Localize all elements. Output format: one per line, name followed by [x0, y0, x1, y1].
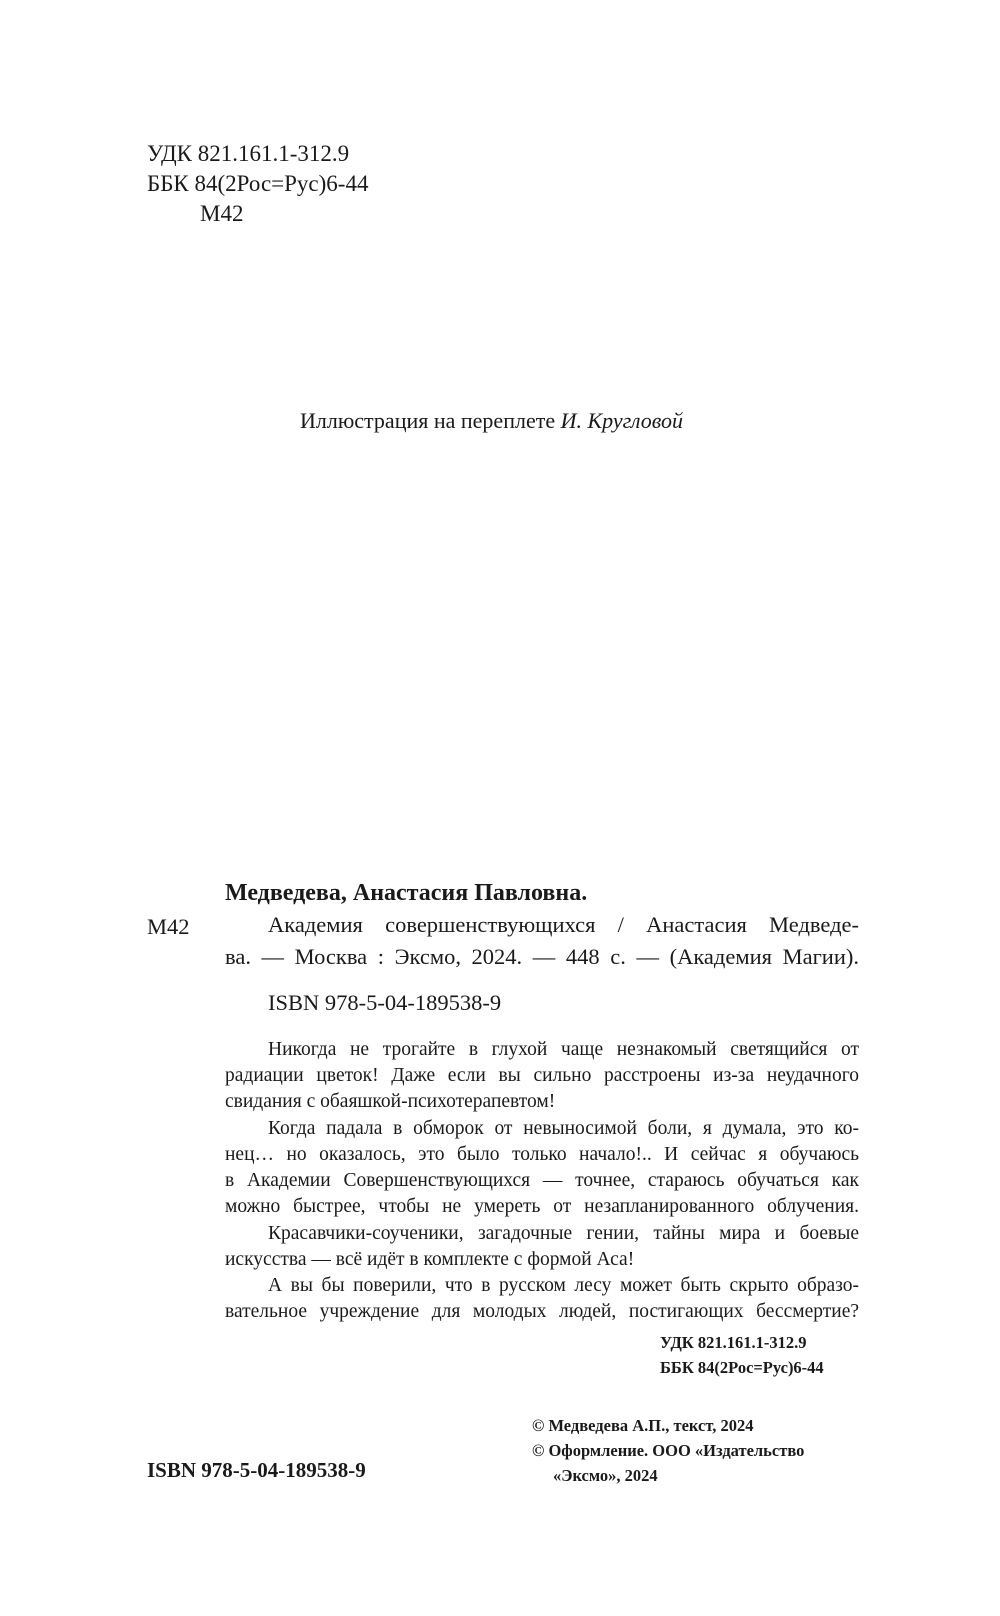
annotation-line: Красавчики-соученики, загадочные гении, тайны мира и боевые: [268, 1223, 859, 1244]
bbk-code-top: ББК 84(2Рос=Рус)6-44: [147, 171, 369, 196]
isbn-bottom: ISBN 978-5-04-189538-9: [147, 1458, 366, 1482]
annotation-line: Никогда не трогайте в глухой чаще незнакомый светящийся от: [268, 1039, 859, 1060]
annotation-line: можно быстрее, чтобы не умереть от незапланированного облучения.: [225, 1196, 859, 1217]
annotation-line: вательное учреждение для молодых людей, постигающих бессмертие?: [225, 1301, 859, 1322]
annotation-line: Когда падала в обморок от невыносимой боли, я думала, это ко-: [268, 1118, 859, 1139]
annotation-line: свидания с обаяшкой-психотерапевтом!: [225, 1091, 556, 1112]
bbk-code-bottom: ББК 84(2Рос=Рус)6-44: [660, 1358, 824, 1377]
author-mark-top: М42: [200, 201, 244, 226]
udk-code-top: УДК 821.161.1-312.9: [147, 141, 350, 166]
catalog-title-line-1: Академия совершенствующихся / Анастасия Медведе-: [268, 912, 859, 937]
annotation-line: нец… но оказалось, это было только начало!.. И сейчас я обучаюсь: [225, 1144, 859, 1165]
catalog-title-line-2: ва. — Москва : Эксмо, 2024. — 448 с. — (Академия Магии).: [225, 944, 859, 969]
catalog-author: Медведева, Анастасия Павловна.: [225, 880, 588, 906]
annotation-line: в Академии Совершенствующихся — точнее, стараюсь обучаться как: [225, 1170, 859, 1191]
udk-code-bottom: УДК 821.161.1-312.9: [660, 1333, 807, 1352]
copyright-publisher: «Эксмо», 2024: [553, 1466, 658, 1485]
annotation-line: радиации цветок! Даже если вы сильно расстроены из-за неудачного: [225, 1065, 859, 1086]
catalog-author-mark: М42: [147, 914, 190, 939]
annotation-line: искусства — всё идёт в комплекте с формой Аса!: [225, 1249, 635, 1270]
catalog-isbn: ISBN 978-5-04-189538-9: [268, 990, 502, 1015]
copyright-text: © Медведева А.П., текст, 2024: [532, 1416, 754, 1435]
illustration-artist: И. Кругловой: [560, 408, 683, 433]
copyright-design: © Оформление. ООО «Издательство: [532, 1441, 805, 1460]
illustration-credit: [300, 408, 683, 434]
annotation-line: А вы бы поверили, что в русском лесу может быть скрыто образо-: [268, 1275, 859, 1296]
illustration-credit-prefix: Иллюстрация на переплете: [300, 408, 561, 433]
